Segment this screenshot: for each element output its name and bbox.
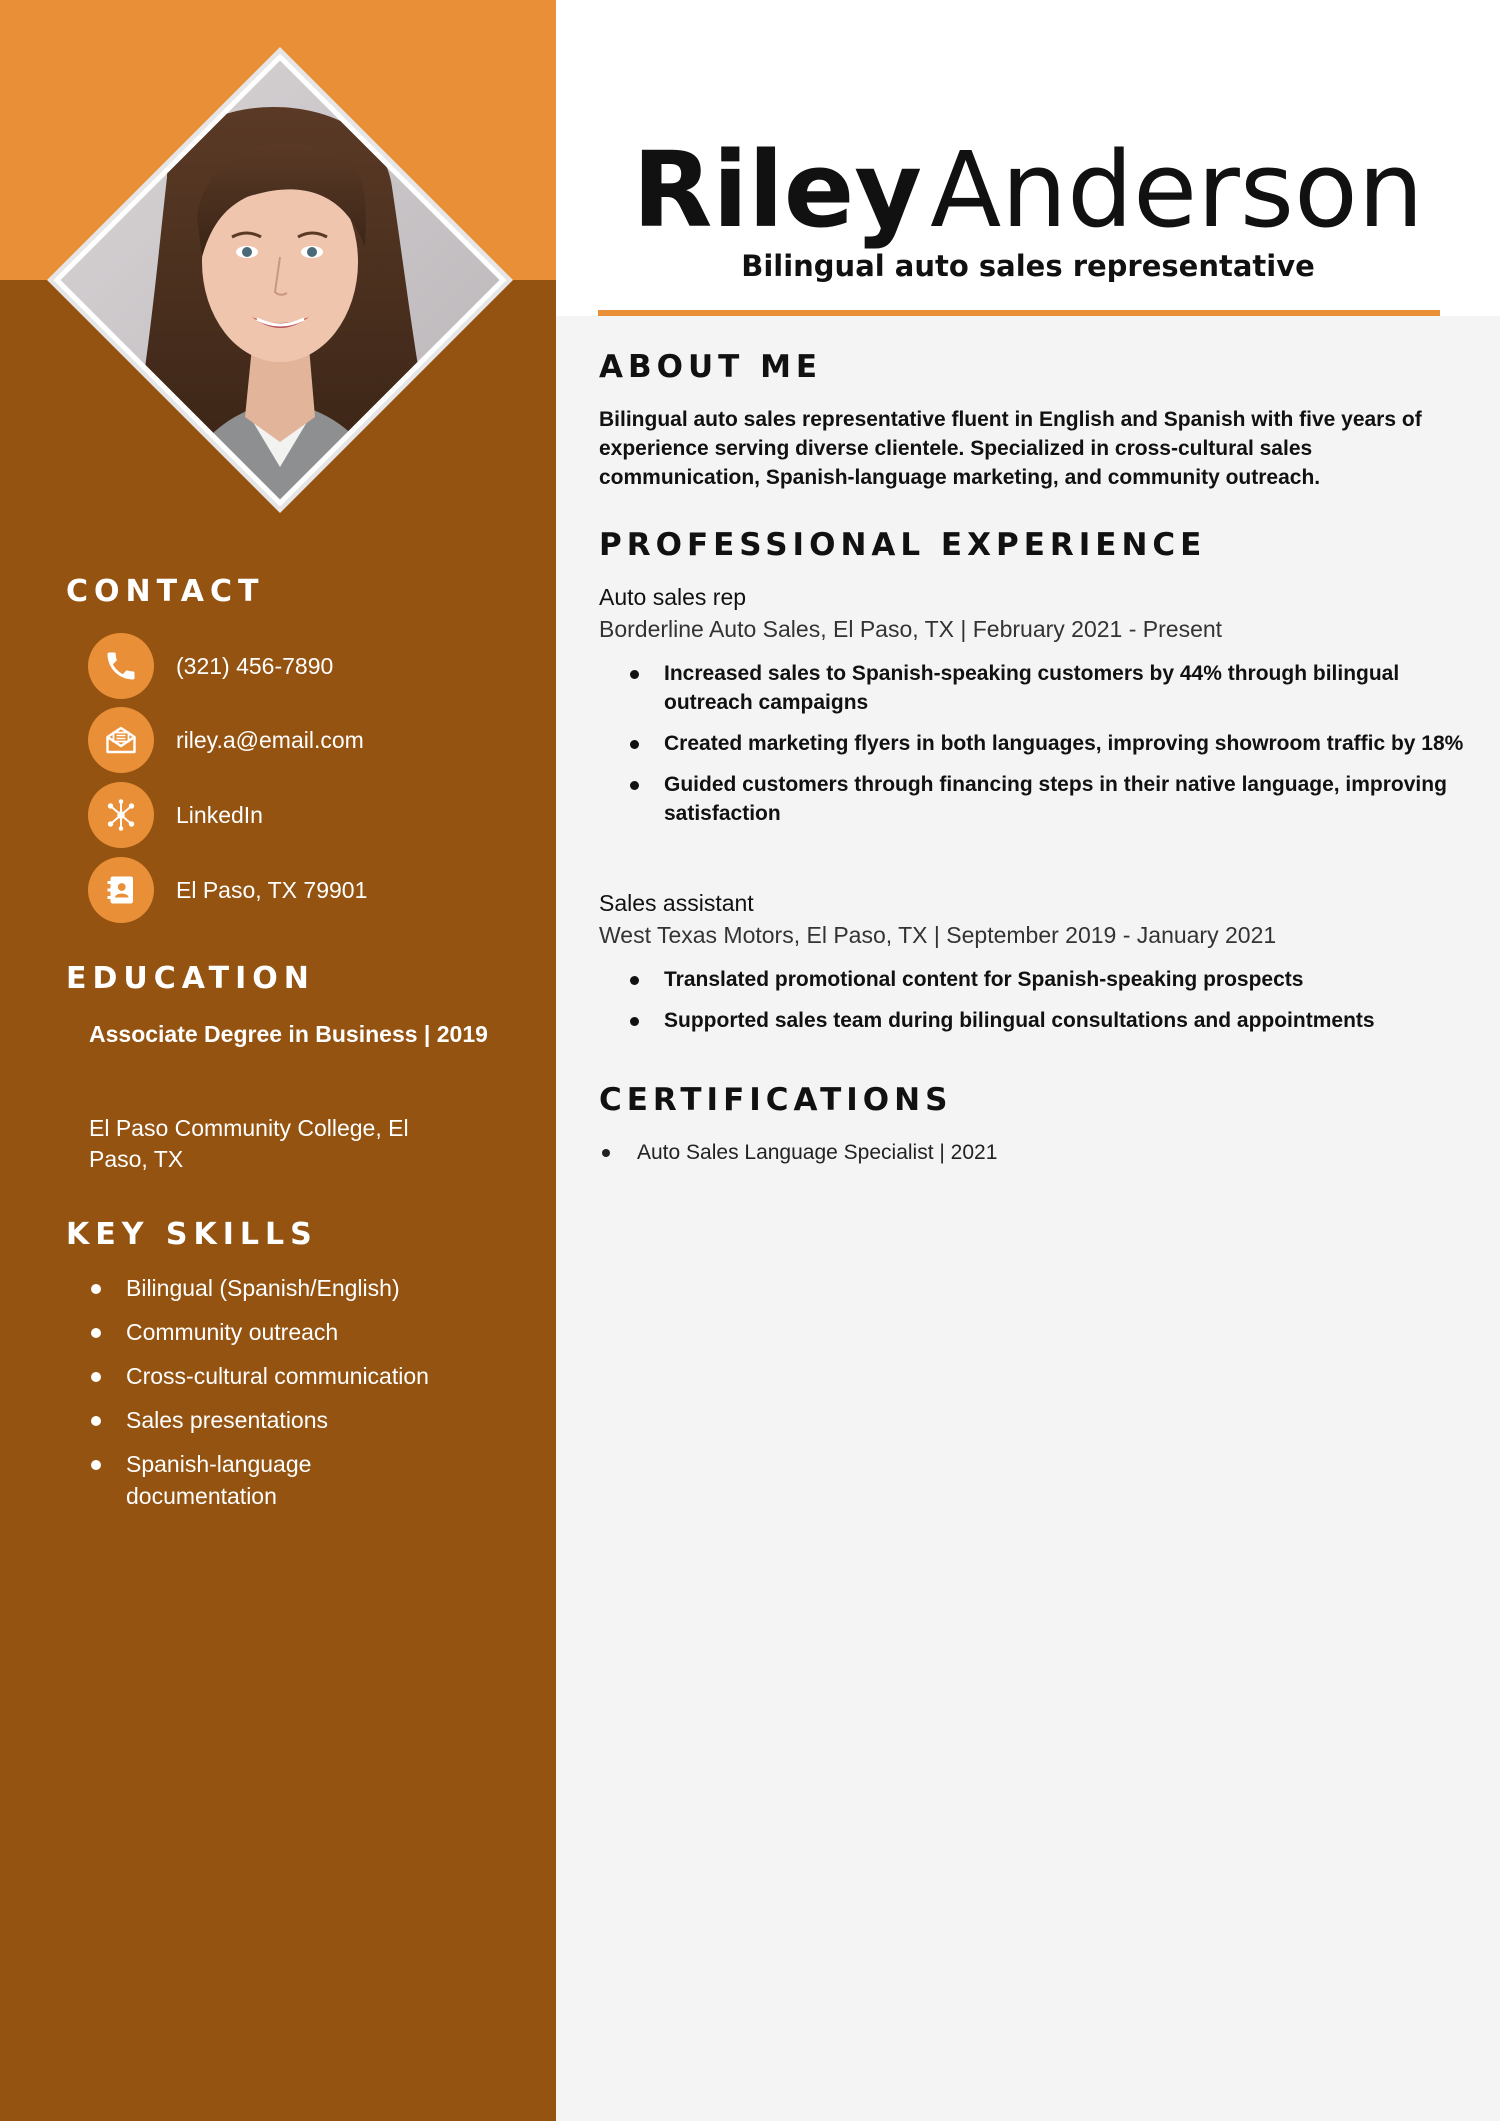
location-text: El Paso, TX 79901	[176, 876, 368, 903]
contact-heading: CONTACT	[66, 574, 265, 609]
contact-linkedin[interactable]	[88, 782, 528, 848]
linkedin-text: LinkedIn	[176, 801, 263, 828]
skills-list	[89, 1272, 529, 1524]
email-text: riley.a@email.com	[176, 726, 364, 753]
job-entry	[599, 581, 1479, 840]
experience-heading: PROFESSIONAL EXPERIENCE	[599, 527, 1207, 563]
contact-location[interactable]	[88, 857, 528, 923]
skill-item: Bilingual (Spanish/English)	[89, 1272, 529, 1304]
about-text: Bilingual auto sales representative fluent in English and Spanish with five years of experience serving diverse clientele. Specialized in cross-cultural sales communication, Spanish-language marketing, and community outreach.	[599, 408, 1422, 489]
contact-email[interactable]	[88, 707, 528, 773]
about-heading: ABOUT ME	[599, 349, 823, 385]
skill-item: Cross-cultural communication	[89, 1360, 529, 1392]
envelope-icon	[88, 707, 154, 773]
job-bullet: Supported sales team during bilingual consultations and appointments	[599, 1006, 1479, 1035]
job-bullet: Increased sales to Spanish-speaking customers by 44% through bilingual outreach campaigns	[599, 659, 1479, 717]
job-bullet: Translated promotional content for Spanish-speaking prospects	[599, 965, 1479, 994]
address-book-icon	[88, 857, 154, 923]
job-title: Bilingual auto sales representative	[741, 249, 1315, 283]
portrait-photo	[47, 47, 513, 513]
education-degree: Associate Degree in Business | 2019	[89, 1021, 488, 1047]
job-bullet: Created marketing flyers in both languages, improving showroom traffic by 18%	[599, 729, 1479, 758]
skill-item: Spanish-language documentation	[89, 1448, 349, 1512]
job-meta: Borderline Auto Sales, El Paso, TX | February 2021 - Present	[599, 616, 1223, 642]
job-bullets	[599, 965, 1479, 1035]
header-divider	[598, 310, 1440, 316]
job-meta: West Texas Motors, El Paso, TX | September 2019 - January 2021	[599, 922, 1277, 948]
education-school: El Paso Community College, El Paso, TX	[89, 1115, 409, 1172]
job-bullets	[599, 659, 1479, 828]
phone-text: (321) 456-7890	[176, 652, 334, 679]
certifications-heading: CERTIFICATIONS	[599, 1082, 953, 1118]
job-role: Auto sales rep	[599, 584, 747, 610]
certification-item: Auto Sales Language Specialist | 2021	[599, 1138, 1459, 1167]
education-heading: EDUCATION	[66, 961, 315, 996]
first-name: Riley	[632, 129, 923, 251]
job-role: Sales assistant	[599, 890, 754, 916]
last-name: Anderson	[930, 129, 1424, 251]
job-entry	[599, 887, 1479, 1047]
job-bullet: Guided customers through financing steps in their native language, improving satisfaction	[599, 770, 1479, 828]
skill-item: Community outreach	[89, 1316, 529, 1348]
phone-icon	[88, 633, 154, 699]
skill-item: Sales presentations	[89, 1404, 529, 1436]
contact-phone[interactable]	[88, 633, 528, 699]
skills-heading: KEY SKILLS	[66, 1217, 318, 1252]
network-icon	[88, 782, 154, 848]
full-name	[556, 130, 1500, 250]
certifications-list	[599, 1138, 1459, 1167]
